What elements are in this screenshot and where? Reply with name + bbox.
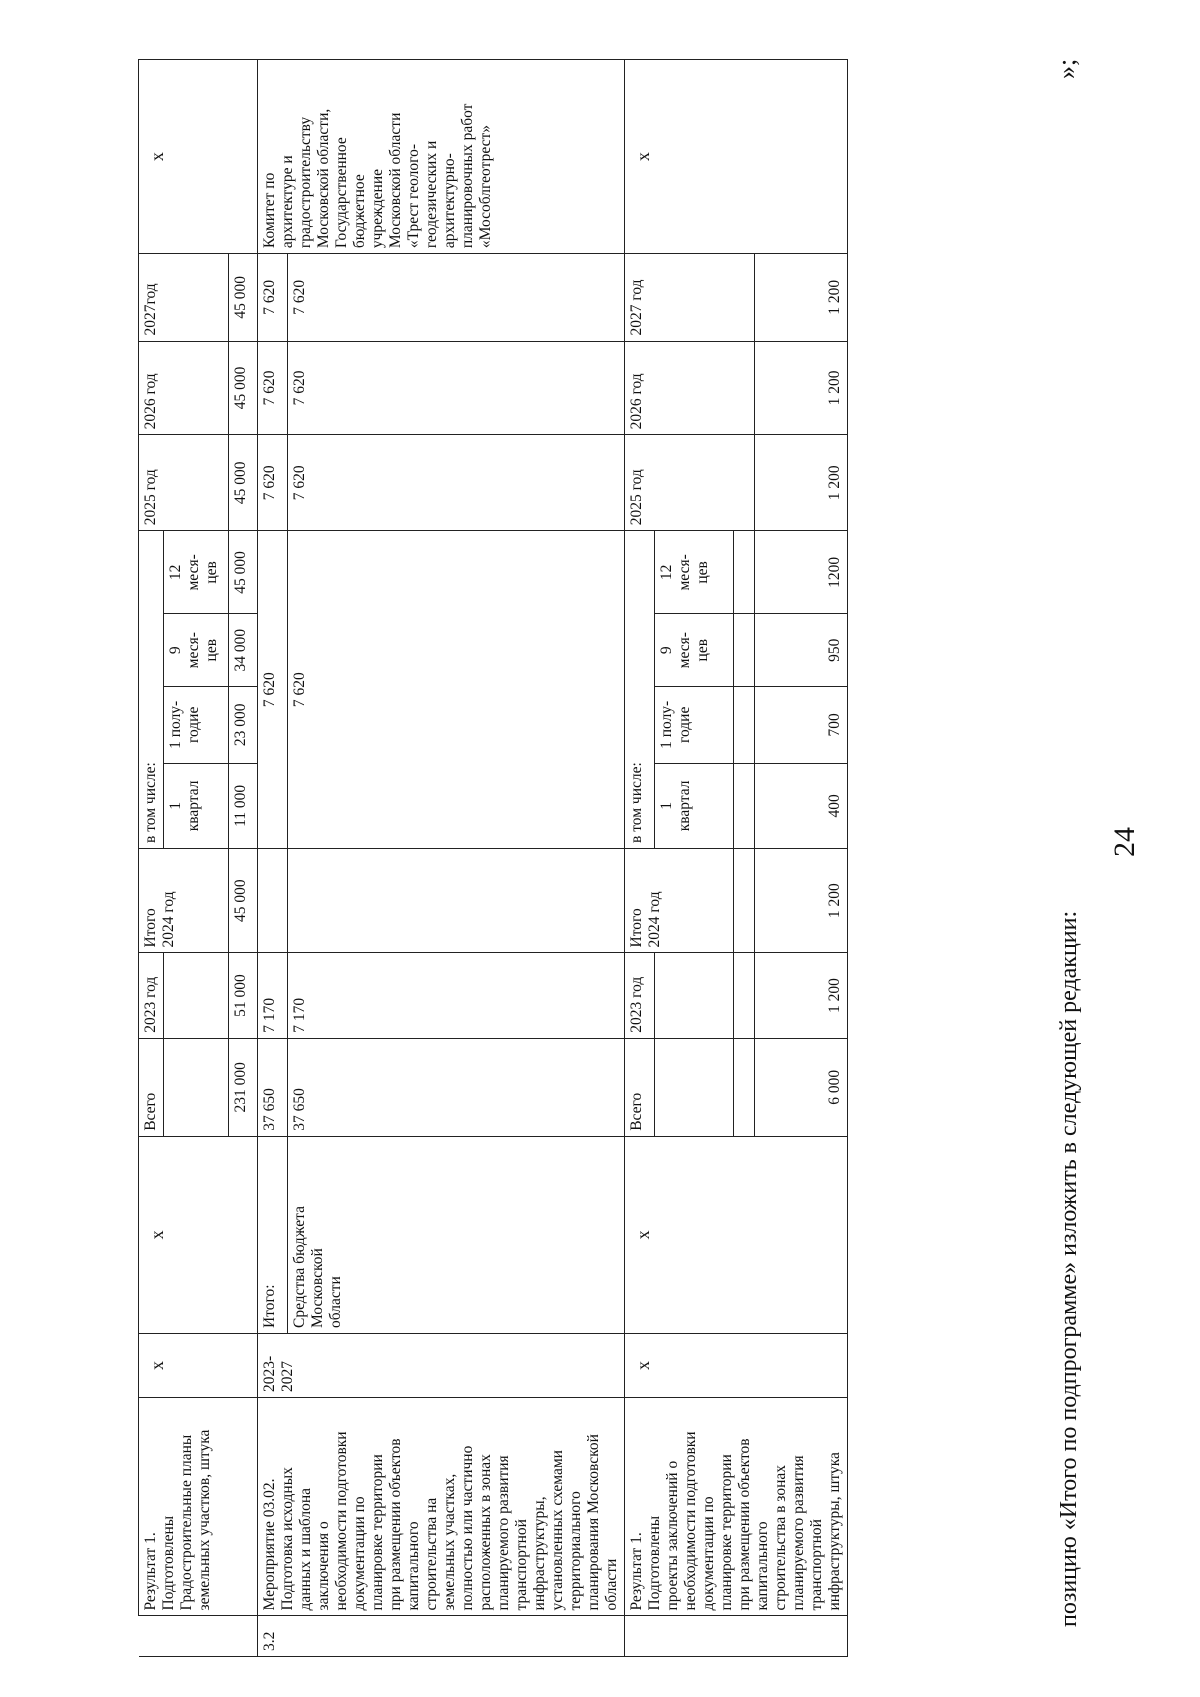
b3-hdr-2026: 2026 год — [625, 341, 755, 435]
b2-r1-2026: 7 620 — [287, 341, 624, 435]
block2-source-total: Итого: — [258, 1136, 288, 1333]
b2-r1-2023: 7 170 — [287, 953, 624, 1038]
b1-2026: 45 000 — [229, 341, 258, 435]
b2-r1-total: 37 650 — [287, 1038, 624, 1136]
hdr-2025: 2025 год — [139, 435, 229, 531]
b2-r1-2024: 7 620 — [287, 531, 624, 849]
hdr-m12: 12 меся- цев — [164, 531, 229, 614]
block3-executor: х — [625, 60, 848, 254]
hdr-including: в том числе: — [139, 531, 164, 849]
b1-2027: 45 000 — [229, 254, 258, 341]
b2-r0-2027: 7 620 — [258, 254, 288, 341]
block2-period: 2023- 2027 — [258, 1334, 625, 1398]
block3-source: х — [625, 1136, 848, 1333]
block3-name: Результат 1. Подготовлены проекты заключений о необходимости подготовки документации по планировке территории при размещении объектов капитального строительства в зонах планируемого развития транспортной инфраструктуры, штука — [625, 1397, 848, 1616]
b3-total: 6 000 — [754, 1038, 847, 1136]
b3-hdr-m12: 12 меся- цев — [655, 531, 734, 614]
b2-r0-2023: 7 170 — [258, 953, 288, 1038]
b3-2026: 1 200 — [754, 341, 847, 435]
block3-num-cell — [625, 1616, 848, 1657]
b3-hdr-2027: 2027 год — [625, 254, 755, 341]
block2-total-row — [258, 60, 288, 1657]
b2-r0-2025: 7 620 — [258, 435, 288, 531]
footer-instruction: позицию «Итого по подпрограмме» изложить в следующей редакции: — [1056, 910, 1082, 1627]
block1-source: х — [139, 1136, 258, 1333]
b1-2023: 51 000 — [229, 953, 258, 1038]
b1-total: 231 000 — [229, 1038, 258, 1136]
b2-r1-2025: 7 620 — [287, 435, 624, 531]
b2-r0-total: 37 650 — [258, 1038, 288, 1136]
block3-period: х — [625, 1334, 848, 1398]
b3-2027: 1 200 — [754, 254, 847, 341]
hdr-2023: 2023 год — [139, 953, 164, 1038]
b3-m12: 1200 — [754, 531, 847, 614]
b3-hdr-2023: 2023 год — [625, 953, 655, 1038]
b1-2025: 45 000 — [229, 435, 258, 531]
block2-executor: Комитет по архитектуре и градостроительству Московской области, Государственное бюджетное учреждение Московской области «Трест геолого- геодезических и архитектурно- планировочных работ «Мособлгеотрест» — [258, 60, 625, 254]
block1-name: Результат 1. Подготовлены Градостроительные планы земельных участков, штука — [139, 1397, 258, 1616]
b3-2025: 1 200 — [754, 435, 847, 531]
block2-name: Мероприятие 03.02. Подготовка исходных данных и шаблона заключения о необходимости подготовки документации по планировке территории при размещении объектов капитального строительства на земельных участках, полностью или частично расположенных в зонах планируемого развития транспортной инфраструктуры, установленных схемами территориального планирования Московской области — [258, 1397, 625, 1616]
b2-r1-2027: 7 620 — [287, 254, 624, 341]
hdr-2026: 2026 год — [139, 341, 229, 435]
page-number: 24 — [1108, 827, 1141, 857]
block1-executor: х — [139, 60, 258, 254]
b3-hdr-2025: 2025 год — [625, 435, 755, 531]
hdr-total2024: Итого 2024 год — [139, 848, 229, 952]
closing-quote: »; — [1052, 58, 1081, 79]
program-table — [138, 59, 848, 1657]
hdr-q1: 1 квартал — [164, 763, 229, 848]
b2-r0-2026: 7 620 — [258, 341, 288, 435]
hdr-2027: 2027год — [139, 254, 229, 341]
hdr-m9: 9 меся- цев — [164, 614, 229, 686]
b1-m12: 45 000 — [229, 531, 258, 614]
b1-m9: 34 000 — [229, 614, 258, 686]
block1-num-cell — [139, 1616, 258, 1657]
b3-hdr-q1: 1 квартал — [655, 763, 734, 848]
block2-num: 3.2 — [258, 1616, 625, 1657]
b3-q1: 400 — [754, 763, 847, 848]
b1-2024: 45 000 — [229, 848, 258, 952]
b1-q1: 11 000 — [229, 763, 258, 848]
b3-hdr-total2024: Итого 2024 год — [625, 848, 734, 952]
block1-period: х — [139, 1334, 258, 1398]
b3-hdr-including: в том числе: — [625, 531, 655, 849]
block3-header-row — [625, 60, 655, 1657]
b3-2023: 1 200 — [754, 953, 847, 1038]
b3-2024: 1 200 — [754, 848, 847, 952]
b3-hdr-total: Всего — [625, 1038, 655, 1136]
block2-source-budget: Средства бюджета Московской области — [287, 1136, 624, 1333]
block1-header-row — [139, 60, 164, 1657]
b3-hdr-h1: 1 полу- годие — [655, 686, 734, 763]
b2-r0-2024: 7 620 — [258, 531, 288, 849]
b3-hdr-m9: 9 меся- цев — [655, 614, 734, 686]
hdr-total: Всего — [139, 1038, 164, 1136]
b1-h1: 23 000 — [229, 686, 258, 763]
b3-m9: 950 — [754, 614, 847, 686]
b3-h1: 700 — [754, 686, 847, 763]
hdr-h1: 1 полу- годие — [164, 686, 229, 763]
